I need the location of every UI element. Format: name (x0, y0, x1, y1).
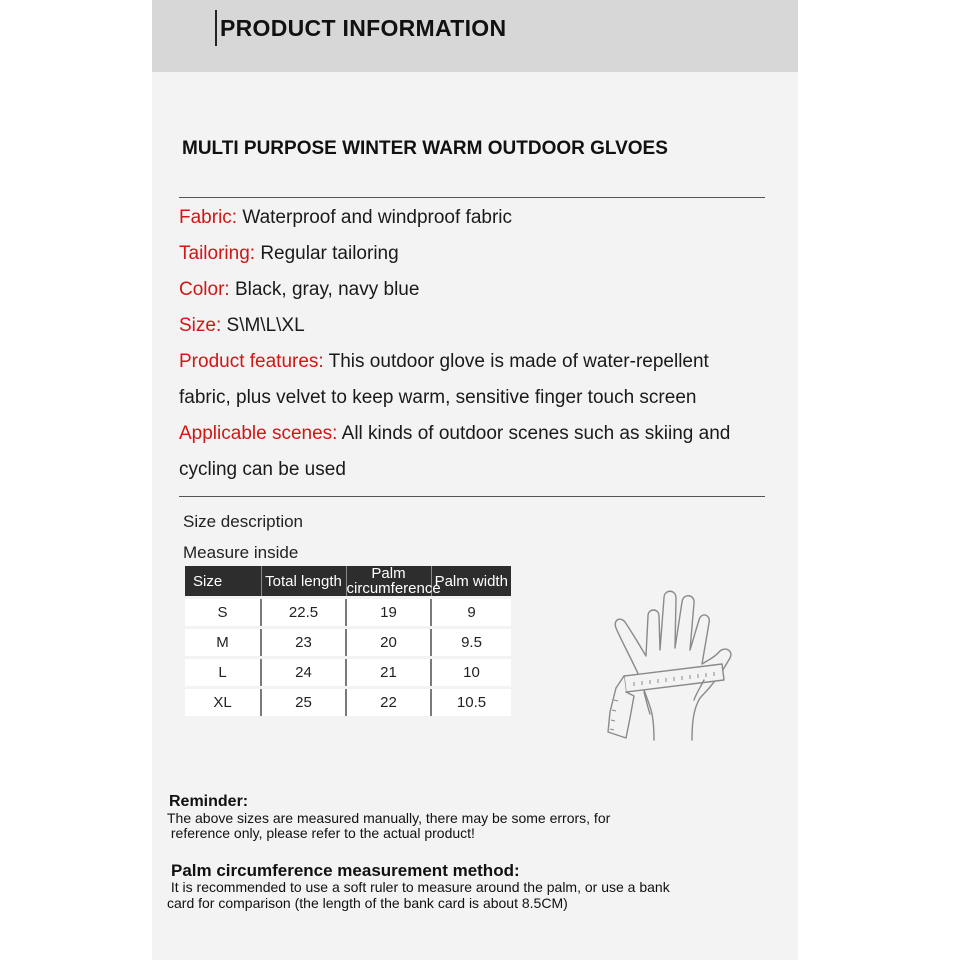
cell-total-length: 24 (261, 658, 346, 688)
cell-palm-circumference: 21 (346, 658, 431, 688)
cell-palm-circumference: 22 (346, 688, 431, 717)
spec-size-value: S\M\L\XL (221, 315, 305, 336)
method-title: Palm circumference measurement method: (171, 861, 520, 880)
table-row (185, 598, 511, 628)
reminder-line-2: reference only, please refer to the actual product! (167, 825, 475, 841)
divider-top (179, 197, 765, 198)
spec-scenes (179, 416, 789, 452)
cell-total-length: 22.5 (261, 598, 346, 628)
spec-scenes-cont: cycling can be used (179, 459, 346, 480)
cell-palm-width: 9.5 (431, 628, 511, 658)
spec-color (179, 272, 789, 308)
spec-features-value: This outdoor glove is made of water-repellent (323, 351, 709, 372)
spec-features-label: Product features: (179, 351, 324, 372)
spec-fabric-value: Waterproof and windproof fabric (237, 207, 513, 228)
size-table-header (185, 566, 511, 598)
table-row (185, 628, 511, 658)
cell-palm-width: 9 (431, 598, 511, 628)
spec-fabric (179, 200, 789, 236)
page-title: PRODUCT INFORMATION (220, 15, 507, 41)
reminder-line-1: The above sizes are measured manually, there may be some errors, for (167, 810, 611, 826)
header-total-length: Total length (261, 566, 346, 598)
glove-measuring-tape-icon (604, 580, 764, 745)
header-palm-label: Palm (371, 565, 406, 582)
spec-fabric-label: Fabric: (179, 207, 238, 228)
product-info-panel (152, 0, 798, 960)
method-line-1: It is recommended to use a soft ruler to measure around the palm, or use a bank (167, 879, 670, 895)
header-palm-width: Palm width (431, 566, 511, 598)
table-row (185, 688, 511, 717)
spec-scenes-value: All kinds of outdoor scenes such as skiing and (337, 423, 731, 444)
divider-bottom (179, 496, 765, 497)
reminder-text (167, 811, 767, 841)
spec-list (179, 200, 789, 488)
size-table (185, 566, 511, 716)
method-line-2: card for comparison (the length of the bank card is about 8.5CM) (167, 895, 568, 911)
header-palm-circumference (346, 565, 441, 598)
header-accent-bar (215, 10, 217, 46)
method-text (167, 879, 777, 911)
header-size: Size (185, 566, 261, 598)
spec-color-value: Black, gray, navy blue (229, 279, 420, 300)
spec-features-cont: fabric, plus velvet to keep warm, sensitive finger touch screen (179, 387, 697, 408)
spec-scenes-label: Applicable scenes: (179, 423, 338, 444)
spec-tailoring-label: Tailoring: (179, 243, 256, 264)
spec-color-label: Color: (179, 279, 230, 300)
cell-palm-circumference: 20 (346, 628, 431, 658)
header-circumference-label: circumference (346, 580, 441, 597)
header-band (152, 0, 798, 72)
cell-total-length: 23 (261, 628, 346, 658)
size-description-title: Size description (183, 512, 304, 531)
measure-inside-label: Measure inside (183, 543, 299, 562)
product-title: MULTI PURPOSE WINTER WARM OUTDOOR GLVOES (182, 138, 668, 159)
spec-features (179, 344, 789, 380)
reminder-title: Reminder: (169, 793, 249, 810)
cell-palm-width: 10.5 (431, 688, 511, 717)
cell-total-length: 25 (261, 688, 346, 717)
spec-tailoring (179, 236, 789, 272)
cell-size: XL (185, 688, 261, 717)
spec-size-label: Size: (179, 315, 222, 336)
cell-palm-width: 10 (431, 658, 511, 688)
cell-size: L (185, 658, 261, 688)
cell-size: S (185, 598, 261, 628)
spec-tailoring-value: Regular tailoring (255, 243, 399, 264)
cell-size: M (185, 628, 261, 658)
spec-size (179, 308, 789, 344)
table-row (185, 658, 511, 688)
cell-palm-circumference: 19 (346, 598, 431, 628)
